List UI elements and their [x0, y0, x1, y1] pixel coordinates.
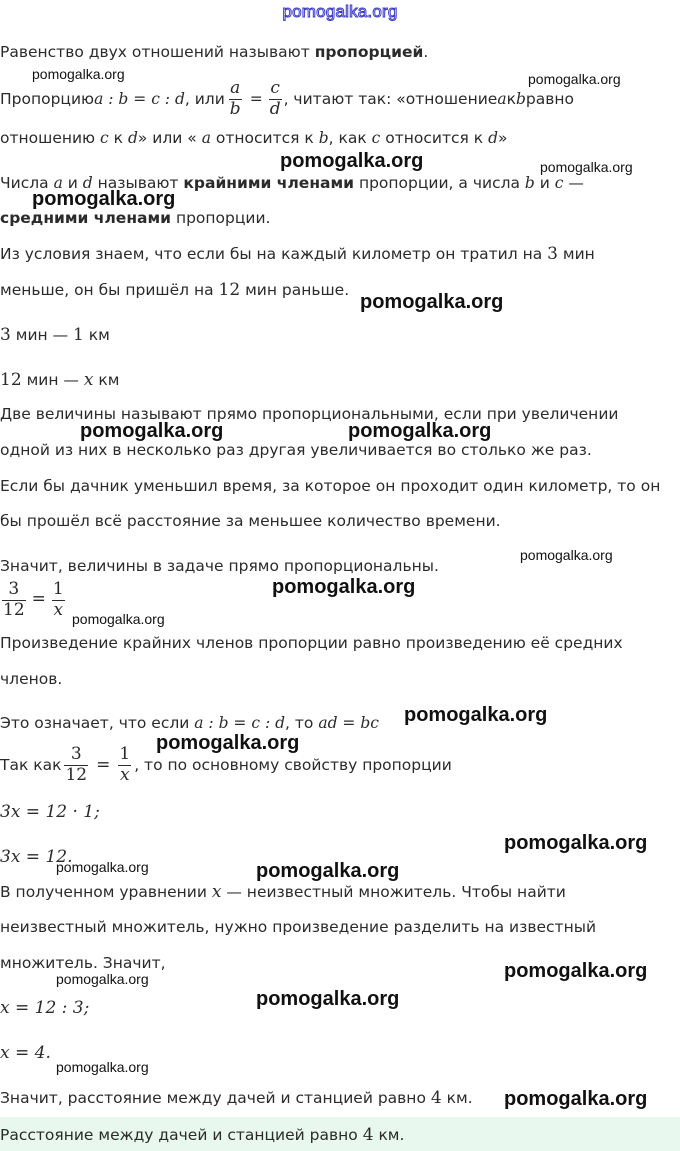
- header-watermark: pomogalka.org: [282, 2, 398, 21]
- watermark: pomogalka.org: [348, 420, 492, 442]
- watermark: pomogalka.org: [404, 704, 548, 726]
- line-conclusion: Значит, расстояние между дачей и станцией равно 4 км.: [0, 1088, 473, 1108]
- watermark: pomogalka.org: [504, 832, 648, 854]
- line-condition-2: меньше, он бы пришёл на 12 мин раньше.: [0, 280, 350, 300]
- line-3min-1km: 3 мин — 1 км: [0, 325, 110, 345]
- watermark: pomogalka.org: [256, 988, 400, 1010]
- line-proportion: Пропорцию a : b = c : d , или $\frac{a}{b}$ = $\frac{c}{d}$ , читают так: «отношение a к b равно: [0, 77, 574, 119]
- line-reason-2: бы прошёл всё расстояние за меньшее количество времени.: [0, 512, 501, 530]
- equation-4: x = 4.: [0, 1043, 51, 1063]
- watermark: pomogalka.org: [156, 732, 300, 754]
- watermark: pomogalka.org: [504, 1088, 648, 1110]
- line-rule-2: множитель. Значит,: [0, 954, 166, 972]
- equation-2: 3x = 12.: [0, 847, 73, 867]
- watermark: pomogalka.org: [280, 150, 424, 172]
- line-extreme-terms: Числа a и d называют крайними членами пропорции, а числа b и c —: [0, 174, 584, 192]
- watermark: pomogalka.org: [520, 547, 613, 563]
- line-rule-1: неизвестный множитель, нужно произведение разделить на известный: [0, 918, 597, 936]
- equation-1: 3x = 12 · 1;: [0, 802, 100, 822]
- line-reading: отношению c к d» или « a относится к b, как c относится к d»: [0, 129, 508, 147]
- answer-text: Расстояние между дачей и станцией равно 4 км.: [0, 1125, 405, 1145]
- line-since: Так как $\frac{3}{12}$ = $\frac{1}{x}$ , то по основному свойству пропорции: [0, 743, 452, 785]
- line-reason-1: Если бы дачник уменьшил время, за которое он проходит один километр, то он: [0, 477, 661, 495]
- line-direct-prop-1: Две величины называют прямо пропорциональными, если при увеличении: [0, 405, 619, 423]
- watermark: pomogalka.org: [56, 1059, 149, 1075]
- watermark: pomogalka.org: [72, 611, 165, 627]
- line-direct-prop-2: одной из них в несколько раз другая увеличивается во столько же раз.: [0, 441, 592, 459]
- watermark: pomogalka.org: [272, 576, 416, 598]
- line-property-2: членов.: [0, 670, 63, 688]
- watermark: pomogalka.org: [32, 66, 125, 82]
- watermark: pomogalka.org: [540, 159, 633, 175]
- watermark: pomogalka.org: [56, 859, 149, 875]
- equation-3: x = 12 : 3;: [0, 998, 90, 1018]
- watermark: pomogalka.org: [80, 420, 224, 442]
- watermark: pomogalka.org: [32, 188, 176, 210]
- watermark: pomogalka.org: [528, 71, 621, 87]
- line-condition-1: Из условия знаем, что если бы на каждый километр он тратил на 3 мин: [0, 244, 595, 264]
- answer-box: [0, 1117, 680, 1151]
- line-conclusion-prop: Значит, величины в задаче прямо пропорциональны.: [0, 557, 439, 575]
- watermark: pomogalka.org: [256, 860, 400, 882]
- line-means: Это означает, что если a : b = c : d, то ad = bc: [0, 714, 379, 732]
- watermark: pomogalka.org: [360, 291, 504, 313]
- watermark: pomogalka.org: [56, 971, 149, 987]
- line-unknown-factor: В полученном уравнении x — неизвестный множитель. Чтобы найти: [0, 882, 566, 902]
- line-property-1: Произведение крайних членов пропорции равно произведению её средних: [0, 634, 623, 652]
- line-definition: Равенство двух отношений называют пропорцией.: [0, 43, 429, 61]
- fraction-equation: $\frac{3}{12}$ = $\frac{1}{x}$: [3, 580, 64, 620]
- watermark: pomogalka.org: [504, 960, 648, 982]
- line-middle-terms: средними членами пропорции.: [0, 209, 271, 227]
- line-12min-xkm: 12 мин — x км: [0, 370, 120, 390]
